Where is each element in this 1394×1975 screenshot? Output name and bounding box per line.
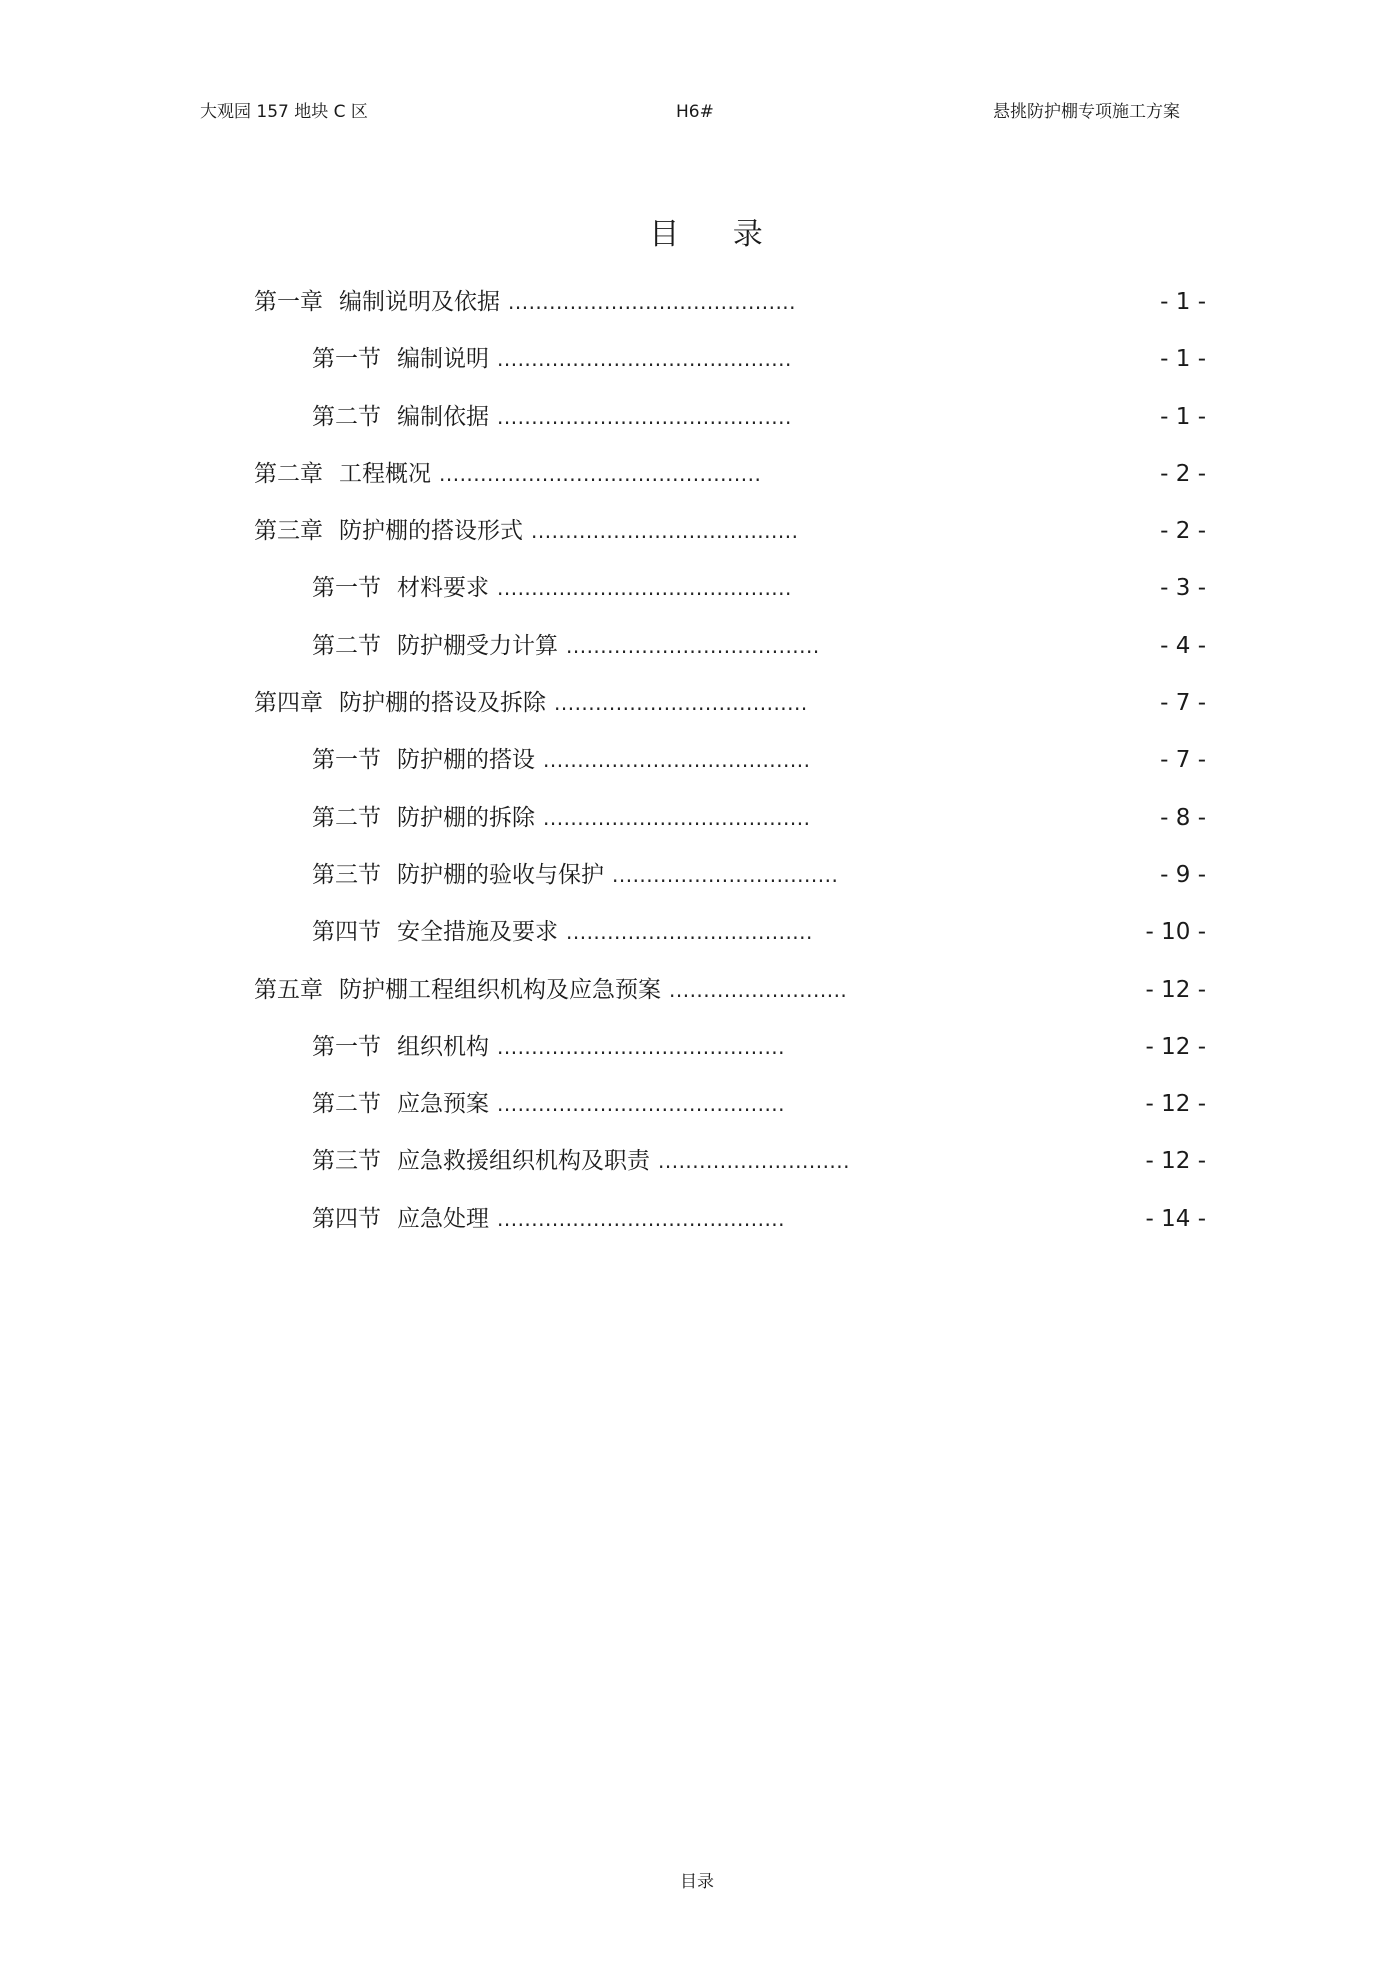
toc-dot-leader: ............................................... <box>439 461 762 486</box>
toc-entry-text: 防护棚的验收与保护 <box>397 861 604 888</box>
toc-section-entry[interactable] <box>0 1027 1394 1084</box>
toc-section-entry[interactable] <box>0 740 1394 797</box>
toc-entry-text: 防护棚的搭设 <box>397 747 535 774</box>
toc-section-entry[interactable] <box>0 1199 1394 1256</box>
toc-section-entry[interactable] <box>0 855 1394 912</box>
toc-page-number: - 12 - <box>1145 1033 1206 1060</box>
toc-entry-number: 第三章 <box>254 518 323 545</box>
toc-dot-leader: ........................................... <box>497 404 792 429</box>
toc-dot-leader: ..................................... <box>566 633 820 658</box>
toc-chapter-entry[interactable] <box>0 454 1394 511</box>
toc-entry-number: 第一章 <box>254 289 323 315</box>
page-footer: 目录 <box>680 1872 714 1892</box>
toc-chapter-entry[interactable] <box>0 511 1394 568</box>
toc-dot-leader: ....................................... <box>531 519 799 544</box>
toc-entry-text: 材料要求 <box>397 575 489 602</box>
toc-dot-leader: .......................................... <box>508 290 797 314</box>
toc-chapter-entry[interactable] <box>0 970 1394 1027</box>
toc-entry-label <box>312 339 792 379</box>
toc-entry-number: 第四节 <box>312 919 381 946</box>
toc-section-entry[interactable] <box>0 626 1394 683</box>
toc-page-number: - 1 - <box>1160 403 1206 430</box>
toc-entry-text: 防护棚的拆除 <box>397 804 535 831</box>
toc-section-entry[interactable] <box>0 339 1394 396</box>
toc-entry-text: 组织机构 <box>397 1033 489 1060</box>
toc-entry-text: 编制说明 <box>397 346 489 373</box>
toc-entry-text: 安全措施及要求 <box>397 919 558 946</box>
toc-entry-number: 第一节 <box>312 575 381 602</box>
toc-page-number: - 7 - <box>1160 747 1206 774</box>
toc-entry-label <box>312 740 810 780</box>
toc-entry-number: 第二节 <box>312 804 381 831</box>
header-building-code: H6# <box>676 102 714 122</box>
toc-page-number: - 14 - <box>1145 1205 1206 1232</box>
toc-entry-label <box>312 1141 850 1181</box>
toc-page-number: - 9 - <box>1160 861 1206 888</box>
toc-entry-number: 第二节 <box>312 403 381 430</box>
toc-entry-text: 编制依据 <box>397 403 489 430</box>
toc-entry-label <box>254 454 761 494</box>
toc-entry-number: 第三节 <box>312 861 381 888</box>
toc-page-number: - 12 - <box>1145 1148 1206 1175</box>
toc-section-entry[interactable] <box>0 568 1394 625</box>
toc-chapter-entry[interactable] <box>0 282 1394 339</box>
toc-dot-leader: .......................................... <box>497 1092 786 1117</box>
toc-entry-label <box>312 568 792 608</box>
toc-entry-label <box>254 683 808 723</box>
toc-entry-text: 工程概况 <box>339 460 431 487</box>
toc-dot-leader: ........................................... <box>497 576 792 601</box>
toc-entry-number: 第四章 <box>254 690 323 717</box>
toc-entry-label <box>312 855 838 895</box>
header-document-title: 悬挑防护棚专项施工方案 <box>993 102 1180 122</box>
toc-page-number: - 1 - <box>1160 346 1206 373</box>
toc-section-entry[interactable] <box>0 1084 1394 1141</box>
toc-entry-number: 第三节 <box>312 1148 381 1175</box>
toc-dot-leader: ....................................... <box>543 748 811 773</box>
toc-section-entry[interactable] <box>0 1141 1394 1198</box>
toc-entry-label <box>254 970 847 1010</box>
toc-entry-label <box>254 282 796 322</box>
toc-dot-leader: ..................................... <box>554 691 808 716</box>
toc-dot-leader: ........................................... <box>497 347 792 372</box>
toc-entry-number: 第四节 <box>312 1205 381 1232</box>
toc-section-entry[interactable] <box>0 397 1394 454</box>
toc-section-entry[interactable] <box>0 912 1394 969</box>
toc-entry-number: 第一节 <box>312 1033 381 1060</box>
page-header <box>200 98 1180 126</box>
toc-page-number: - 8 - <box>1160 804 1206 831</box>
toc-page-number: - 3 - <box>1160 575 1206 602</box>
toc-dot-leader: .......................... <box>669 977 848 1002</box>
toc-entry-number: 第五章 <box>254 976 323 1003</box>
table-of-contents <box>0 282 1394 1256</box>
toc-entry-number: 第二节 <box>312 632 381 659</box>
toc-dot-leader: ................................. <box>612 862 839 887</box>
toc-entry-text: 应急预案 <box>397 1091 489 1118</box>
toc-entry-label <box>254 511 798 551</box>
toc-entry-text: 防护棚的搭设及拆除 <box>339 690 546 717</box>
toc-entry-label <box>312 798 810 838</box>
toc-dot-leader: .......................................... <box>497 1206 786 1231</box>
toc-entry-text: 编制说明及依据 <box>339 289 500 315</box>
toc-entry-label <box>312 1027 785 1067</box>
toc-page-number: - 4 - <box>1160 632 1206 659</box>
toc-section-entry[interactable] <box>0 798 1394 855</box>
toc-entry-text: 应急处理 <box>397 1205 489 1232</box>
toc-entry-label <box>312 626 820 666</box>
toc-dot-leader: .................................... <box>566 920 813 945</box>
toc-dot-leader: ....................................... <box>543 805 811 830</box>
toc-entry-number: 第二节 <box>312 1091 381 1118</box>
toc-page-number: - 1 - <box>1160 289 1206 315</box>
toc-title: 目 录 <box>649 217 785 252</box>
toc-entry-text: 防护棚工程组织机构及应急预案 <box>339 976 661 1003</box>
toc-dot-leader: ............................ <box>658 1149 851 1174</box>
toc-entry-text: 防护棚的搭设形式 <box>339 518 523 545</box>
toc-page-number: - 7 - <box>1160 690 1206 717</box>
header-project-name: 大观园 157 地块 C 区 <box>200 102 368 122</box>
toc-entry-number: 第一节 <box>312 346 381 373</box>
toc-entry-text: 防护棚受力计算 <box>397 632 558 659</box>
toc-entry-label <box>312 397 792 437</box>
toc-entry-number: 第一节 <box>312 747 381 774</box>
toc-entry-label <box>312 912 813 952</box>
toc-page-number: - 10 - <box>1145 919 1206 946</box>
toc-entry-label <box>312 1199 785 1239</box>
toc-entry-text: 应急救援组织机构及职责 <box>397 1148 650 1175</box>
toc-page-number: - 2 - <box>1160 460 1206 487</box>
toc-dot-leader: .......................................... <box>497 1034 786 1059</box>
toc-entry-label <box>312 1084 785 1124</box>
toc-page-number: - 2 - <box>1160 518 1206 545</box>
toc-chapter-entry[interactable] <box>0 683 1394 740</box>
toc-entry-number: 第二章 <box>254 460 323 487</box>
toc-page-number: - 12 - <box>1145 976 1206 1003</box>
toc-page-number: - 12 - <box>1145 1091 1206 1118</box>
